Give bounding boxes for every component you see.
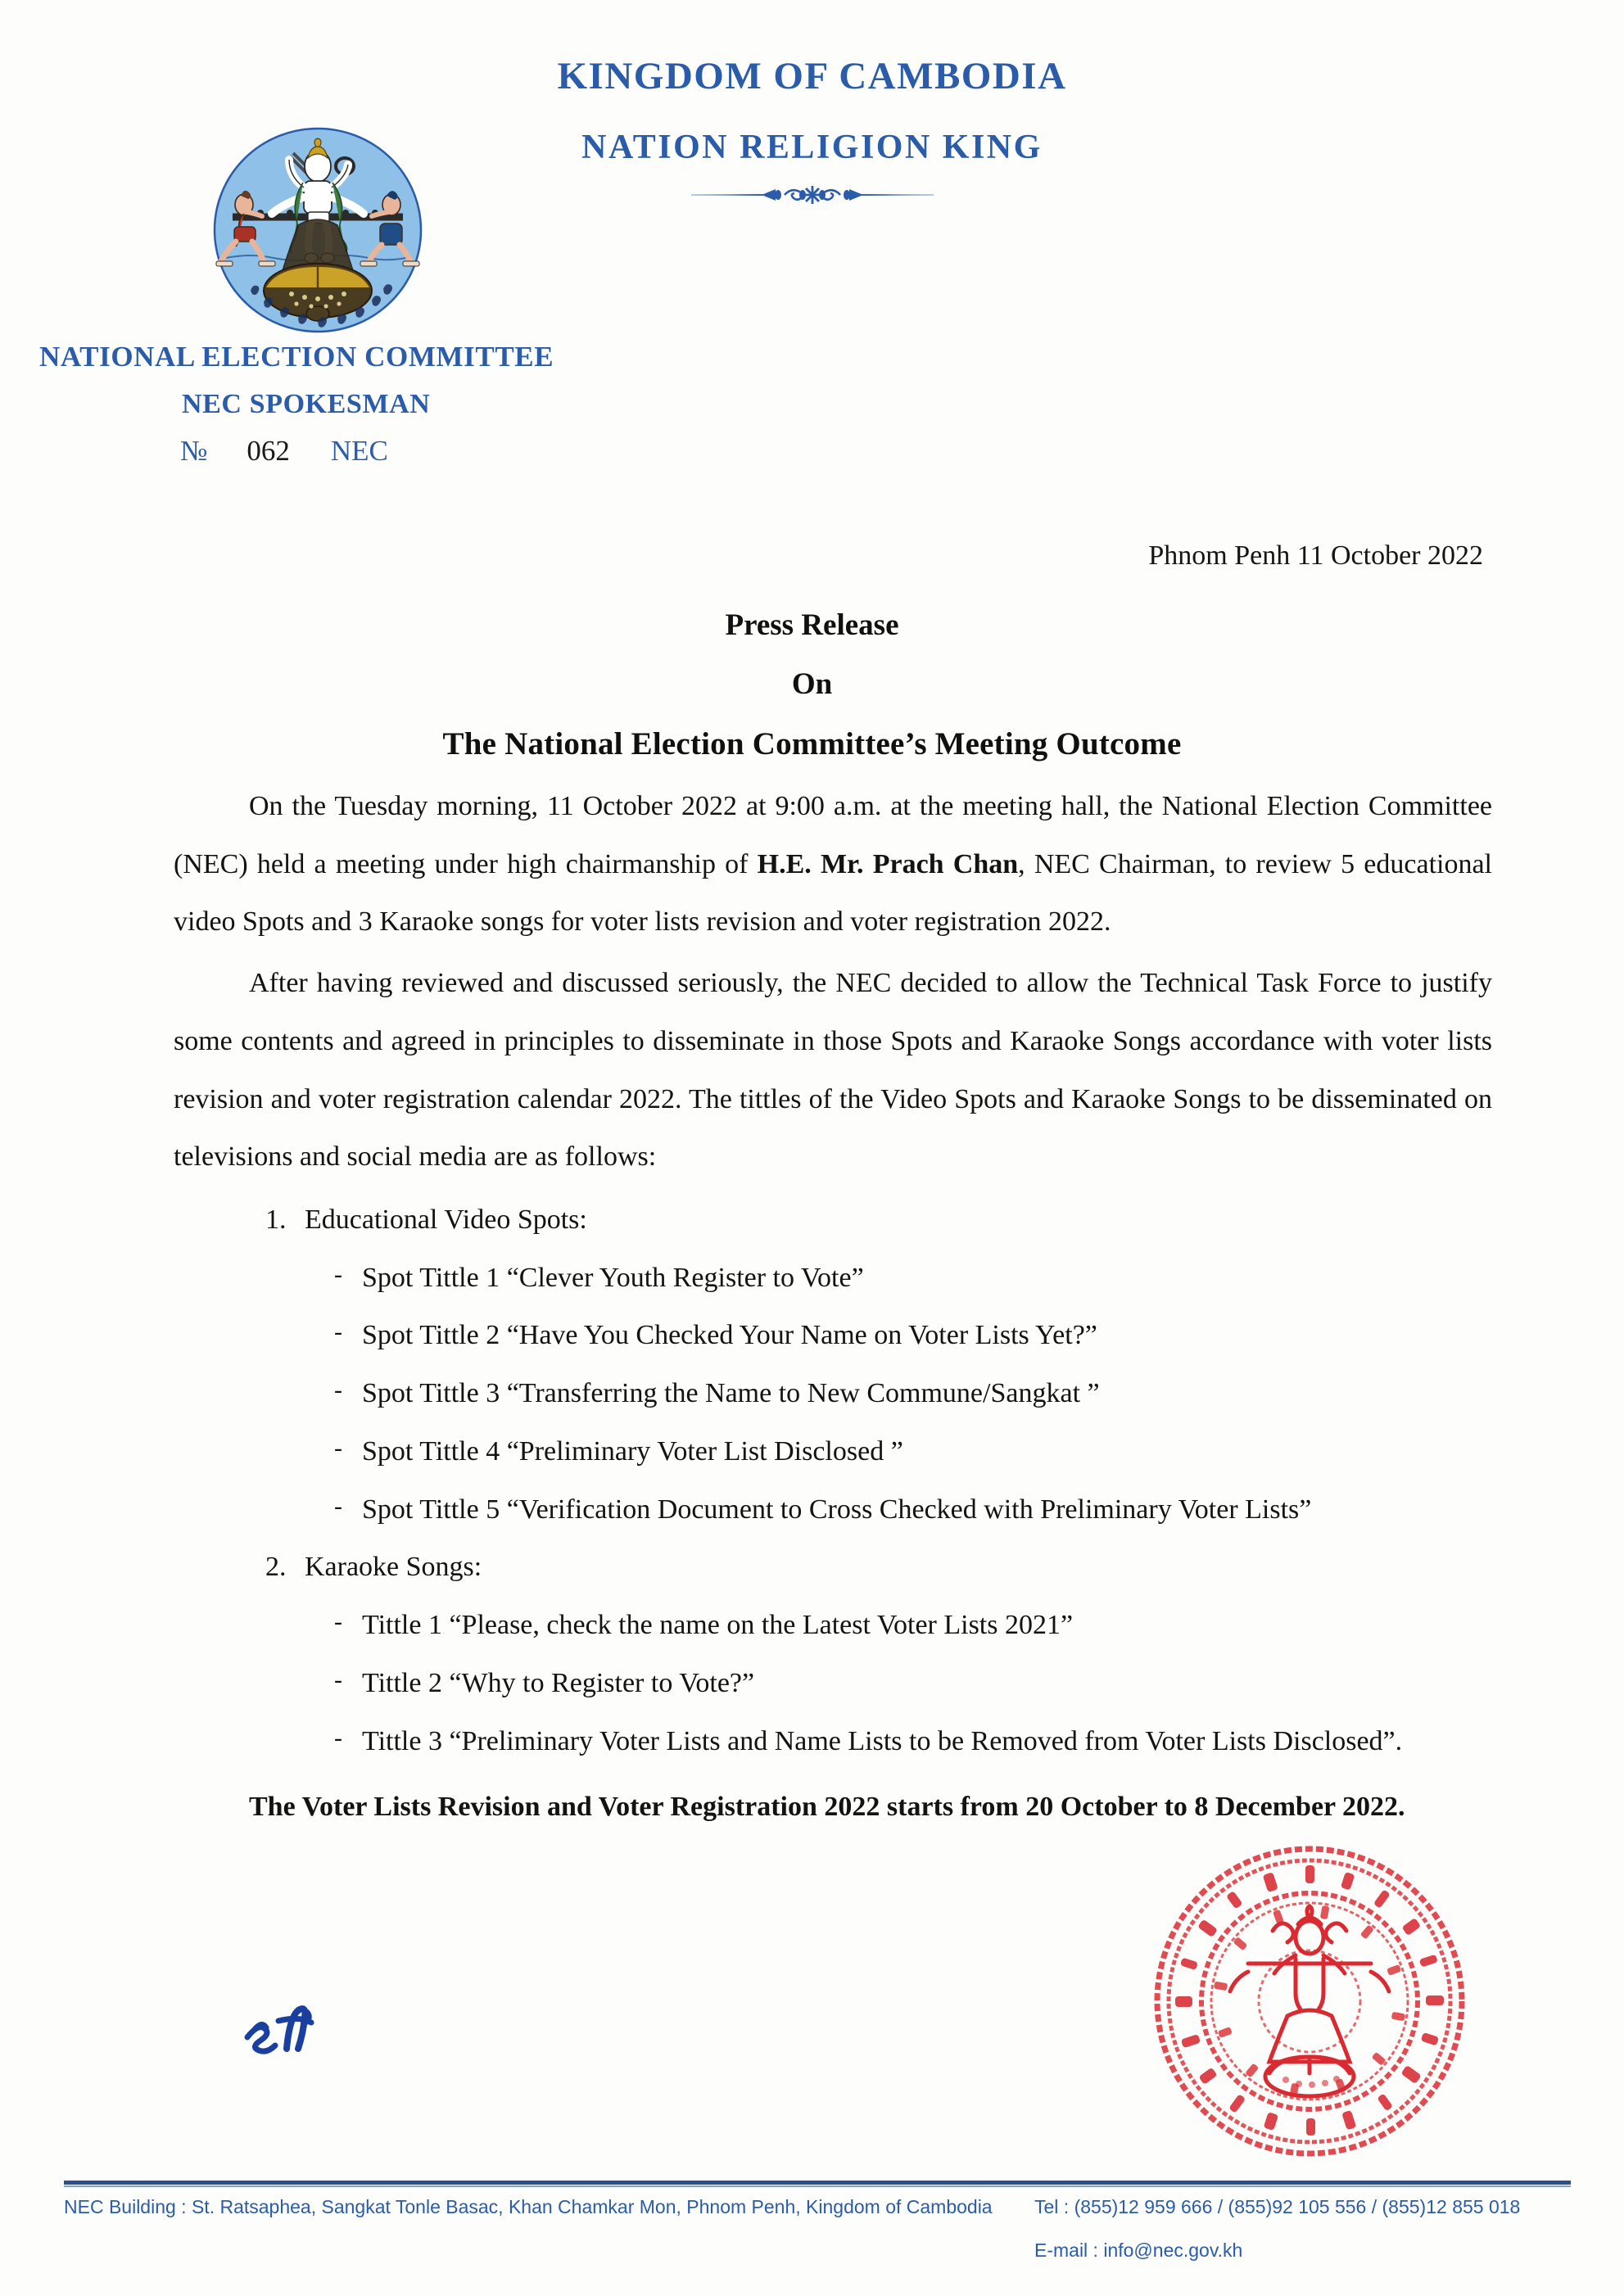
- list-item: [334, 1713, 1492, 1771]
- list-item: [334, 1597, 1492, 1655]
- paragraph-2: After having reviewed and discussed seriously, the NEC decided to allow the Technical Task Force to justify some contents and agreed in principles to disseminate in those Spots and Karaoke Songs accordance with voter lists revision and voter registration calendar 2022. The tittles of the Video Spots and Karaoke Songs to be disseminated on televisions and social media are as follows:: [174, 968, 1492, 1173]
- list-item-label: Spot Tittle 1 “Clever Youth Register to Vote”: [362, 1262, 864, 1293]
- page-title: The National Election Committee’s Meeting Outcome: [442, 726, 1182, 762]
- footer-divider: [64, 2181, 1571, 2188]
- list-item-label: Spot Tittle 2 “Have You Checked Your Name on Voter Lists Yet?”: [362, 1320, 1097, 1351]
- paragraph-1-part-a: On the Tuesday morning, 11 October 2022 at 9:00 a.m. at the meeting hall, the National Election Committee (NEC) held a meeting under high chairmanship of: [174, 791, 1492, 879]
- dash-bullet-icon: -: [334, 1318, 342, 1346]
- number-suffix: NEC: [330, 435, 388, 467]
- committee-identity-block: [39, 342, 613, 465]
- list-item-label: Spot Tittle 5 “Verification Document to Cross Checked with Preliminary Voter Lists”: [362, 1494, 1312, 1525]
- video-spot-items: [305, 1250, 1492, 1539]
- section-heading: Educational Video Spots:: [305, 1204, 587, 1236]
- official-red-round-seal-icon: [1150, 1841, 1469, 2162]
- list-item: [334, 1423, 1492, 1481]
- kingdom-title: KINGDOM OF CAMBODIA: [557, 55, 1067, 97]
- list-item: [334, 1481, 1492, 1539]
- number-symbol: №: [180, 435, 208, 467]
- national-motto: NATION RELIGION KING: [581, 129, 1043, 166]
- dash-bullet-icon: -: [334, 1492, 342, 1520]
- list-item: [334, 1655, 1492, 1713]
- footer-telephone: Tel : (855)12 959 666 / (855)92 105 556 / (855)12 855 018: [1034, 2196, 1521, 2217]
- document-body: [174, 778, 1492, 1864]
- title-on-word: On: [791, 667, 833, 701]
- dash-bullet-icon: -: [334, 1724, 342, 1751]
- list-item-label: Tittle 1 “Please, check the name on the Latest Voter Lists 2021”: [362, 1610, 1074, 1641]
- dash-bullet-icon: -: [334, 1376, 342, 1404]
- blue-handwritten-signature-icon: [234, 1991, 357, 2081]
- list-item-label: Spot Tittle 3 “Transferring the Name to New Commune/Sangkat ”: [362, 1378, 1100, 1409]
- karaoke-song-items: [305, 1597, 1492, 1770]
- dash-bullet-icon: -: [334, 1666, 342, 1693]
- document-number: [180, 436, 613, 465]
- number-value: 062: [247, 435, 290, 467]
- content-sections-list: [174, 1191, 1492, 1770]
- committee-name: NATIONAL ELECTION COMMITTEE: [39, 341, 554, 373]
- place-and-date: Phnom Penh 11 October 2022: [1148, 540, 1483, 571]
- footer-address: NEC Building : St. Ratsaphea, Sangkat Tonle Basac, Khan Chamkar Mon, Phnom Penh, Kingdom of Cambodia: [64, 2196, 993, 2217]
- section-educational-video-spots: [265, 1191, 1492, 1539]
- section-heading: Karaoke Songs:: [305, 1552, 482, 1583]
- dash-bullet-icon: -: [334, 1434, 342, 1462]
- section-karaoke-songs: [265, 1539, 1492, 1770]
- nec-cambodia-emblem-icon: [211, 127, 424, 333]
- dash-bullet-icon: -: [334, 1260, 342, 1288]
- document-footer: [64, 2198, 1571, 2260]
- spokesman-label: NEC SPOKESMAN: [182, 389, 431, 419]
- list-item: [334, 1365, 1492, 1423]
- closing-statement: The Voter Lists Revision and Voter Registration 2022 starts from 20 October to 8 December 2022.: [249, 1792, 1405, 1823]
- paragraph-1: [174, 778, 1492, 951]
- list-item: [334, 1250, 1492, 1308]
- press-release-title: Press Release: [725, 608, 899, 642]
- list-item-label: Tittle 3 “Preliminary Voter Lists and Name Lists to be Removed from Voter Lists Disclosed”.: [362, 1725, 1403, 1756]
- section-number: 1.: [265, 1204, 287, 1236]
- list-item-label: Tittle 2 “Why to Register to Vote?”: [362, 1667, 755, 1698]
- section-number: 2.: [265, 1552, 287, 1583]
- dash-bullet-icon: -: [334, 1608, 342, 1636]
- footer-email[interactable]: E-mail : info@nec.gov.kh: [1034, 2240, 1243, 2261]
- list-item: [334, 1307, 1492, 1365]
- paragraph-1-part-b: , NEC Chairman, to review 5 educational video Spots and 3 Karaoke songs for voter lists revision and voter registration 2022.: [174, 848, 1492, 938]
- list-item-label: Spot Tittle 4 “Preliminary Voter List Disclosed ”: [362, 1435, 903, 1467]
- chairman-name: H.E. Mr. Prach Chan: [757, 848, 1019, 879]
